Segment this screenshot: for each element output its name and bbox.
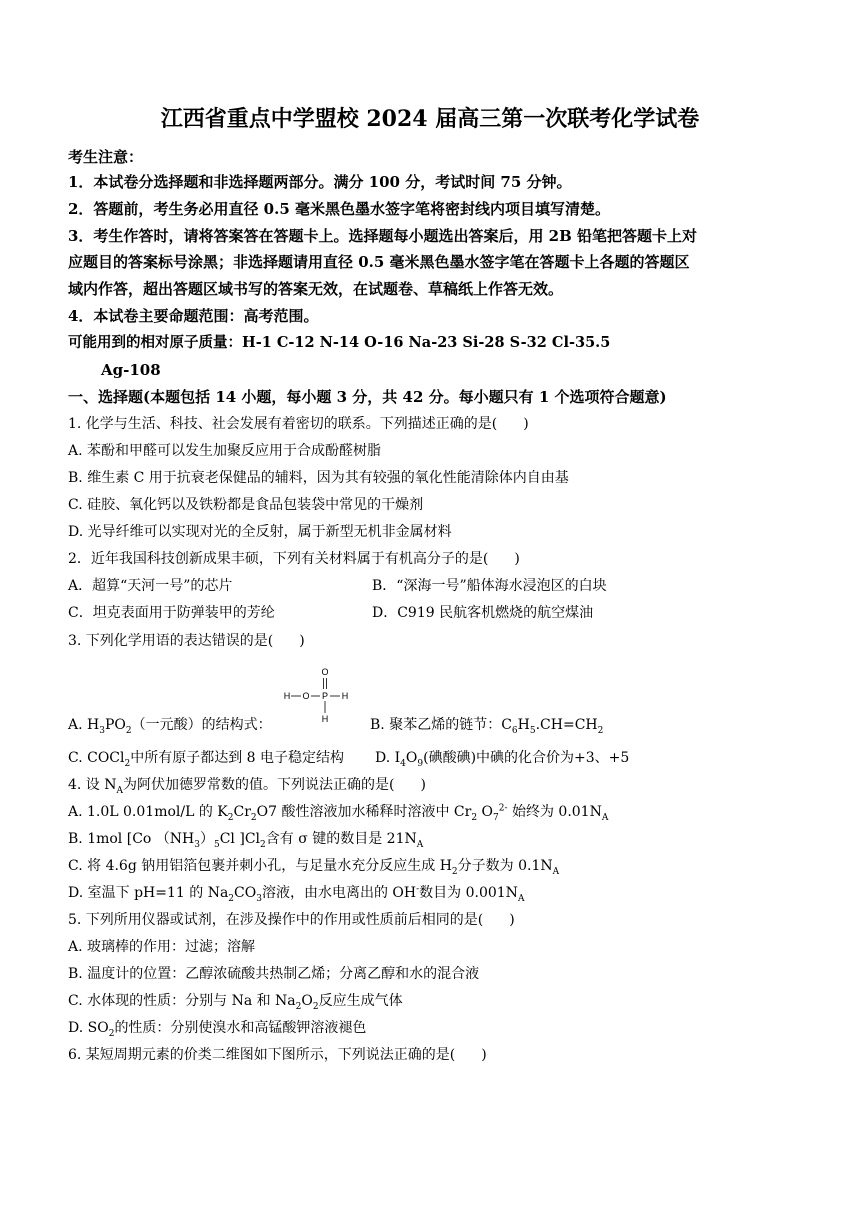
struct-atom-h-left: H <box>283 691 291 701</box>
q1-option-a: A. 苯酚和甲醛可以发生加聚反应用于合成酚醛树脂 <box>68 443 382 459</box>
q1-option-c: C. 硅胶、氧化钙以及铁粉都是食品包装袋中常见的干燥剂 <box>68 497 424 513</box>
notice-header: 考生注意： <box>68 148 144 166</box>
q2-option-b: B．“深海一号”船体海水浸泡区的白块 <box>372 578 607 594</box>
question-6-stem: 6. 某短周期元素的价类二维图如下图所示，下列说法正确的是( ) <box>68 1047 487 1063</box>
atomic-masses-cont: Ag-108 <box>101 361 161 379</box>
question-5-stem: 5. 下列所用仪器或试剂，在涉及操作中的作用或性质前后相同的是( ) <box>68 912 515 928</box>
struct-atom-o-top: O <box>321 667 329 677</box>
question-4-stem: 4. 设 $N_A$为阿伏加德罗常数的值。下列说法正确的是( ) <box>68 777 426 796</box>
q5-option-d: D. $SO_2$的性质：分别使溴水和高锰酸钾溶液褪色 <box>68 1020 367 1039</box>
struct-atom-h-bottom: H <box>321 714 329 724</box>
q3-stem-text: 3. 下列化学用语的表达错误的是( <box>68 633 274 649</box>
q1-stem-text: 1. 化学与生活、科技、社会发展有着密切的联系。下列描述正确的是( <box>68 416 498 432</box>
notice-item-3-end: 域内作答，超出答题区域书写的答案无效，在试题卷、草稿纸上作答无效。 <box>68 280 564 298</box>
q4-option-a: A. 1.0L 0.01mol/L 的 $K_2Cr_2O7$ 酸性溶液加水稀释时溶液中 $Cr_2$ $O_7^{2-}$ 始终为 $0.01N_A$ <box>68 803 609 823</box>
q5-stem-text: 5. 下列所用仪器或试剂，在涉及操作中的作用或性质前后相同的是( <box>68 912 484 928</box>
q3-option-d: D. $I_4O_9$(碘酸碘)中碘的化合价为+3、+5 <box>375 750 630 769</box>
q4-option-d: D. 室温下 pH=11 的 $Na_2CO_3$溶液，由水电离出的 OH-数目为 $0.001N_A$ <box>68 884 525 904</box>
q1-close: ) <box>523 416 529 432</box>
q3-close: ) <box>299 633 305 649</box>
q1-option-d: D. 光导纤维可以实现对光的全反射，属于新型无机非金属材料 <box>68 524 452 540</box>
question-3-stem <box>68 632 305 650</box>
struct-atom-h-right: H <box>341 691 349 701</box>
q1-option-b: B. 维生素 C 用于抗衰老保健品的辅料，因为其有较强的氧化性能清除体内自由基 <box>68 470 569 486</box>
notice-item-1: 1．本试卷分选择题和非选择题两部分。满分 100 分，考试时间 75 分钟。 <box>68 173 572 191</box>
notice-item-4: 4．本试卷主要命题范围：高考范围。 <box>68 307 319 325</box>
question-2-stem <box>68 550 520 568</box>
q5-option-a: A. 玻璃棒的作用：过滤；溶解 <box>68 939 256 955</box>
question-1-stem <box>68 415 529 433</box>
q3-option-a: A. $H_3PO_2$（一元酸）的结构式： <box>68 717 272 736</box>
q2-close: ) <box>514 551 520 567</box>
q4-option-b: B. 1mol [Co $(NH_3)_5Cl$ ]$Cl_2$含有 σ 键的数目是 $21N_A$ <box>68 831 424 850</box>
notice-item-2: 2．答题前，考生务必用直径 0.5 毫米黑色墨水签字笔将密封线内项目填写清楚。 <box>68 200 610 218</box>
section-heading: 一、选择题(本题包括 14 小题，每小题 3 分，共 42 分。每小题只有 1 个选项符合题意) <box>68 388 667 406</box>
q2-option-c: C．坦克表面用于防弹装甲的芳纶 <box>68 605 275 621</box>
q3-option-b: B. 聚苯乙烯的链节：$C_6H_5.CH=CH_2$ <box>370 717 604 736</box>
notice-item-3-cont: 应题目的答案标号涂黑；非选择题请用直径 0.5 毫米黑色墨水签字笔在答题卡上各题的答题区 <box>68 253 690 271</box>
atomic-masses: 可能用到的相对原子质量：H-1 C-12 N-14 O-16 Na-23 Si-28 S-32 Cl-35.5 <box>68 334 611 351</box>
struct-atom-p: P <box>321 691 329 701</box>
q4-option-c: C. 将 4.6g 钠用铝箔包裹并刺小孔，与足量水充分反应生成 $H_2$分子数为 $0.1N_A$ <box>68 858 560 877</box>
exam-title: 江西省重点中学盟校 2024 届高三第一次联考化学试卷 <box>160 106 700 132</box>
q3-option-c: C. COCl$_2$中所有原子都达到 8 电子稳定结构 <box>68 750 345 769</box>
q2-option-d: D．C919 民航客机燃烧的航空煤油 <box>372 605 594 621</box>
h3po2-structural-formula <box>283 665 357 727</box>
q6-stem-text: 6. 某短周期元素的价类二维图如下图所示，下列说法正确的是( <box>68 1047 456 1063</box>
q2-stem-text: 2．近年我国科技创新成果丰硕，下列有关材料属于有机高分子的是( <box>68 551 489 567</box>
q5-option-b: B. 温度计的位置：乙醇浓硫酸共热制乙烯；分离乙醇和水的混合液 <box>68 966 480 982</box>
q2-option-a: A．超算“天河一号”的芯片 <box>68 578 233 594</box>
struct-atom-o-mid: O <box>302 691 310 701</box>
notice-item-3: 3．考生作答时，请将答案答在答题卡上。选择题每小题选出答案后，用 2B 铅笔把答题卡上对 <box>68 227 698 245</box>
q5-option-c: C. 水体现的性质：分别与 Na 和 $Na_2O_2$反应生成气体 <box>68 993 403 1012</box>
